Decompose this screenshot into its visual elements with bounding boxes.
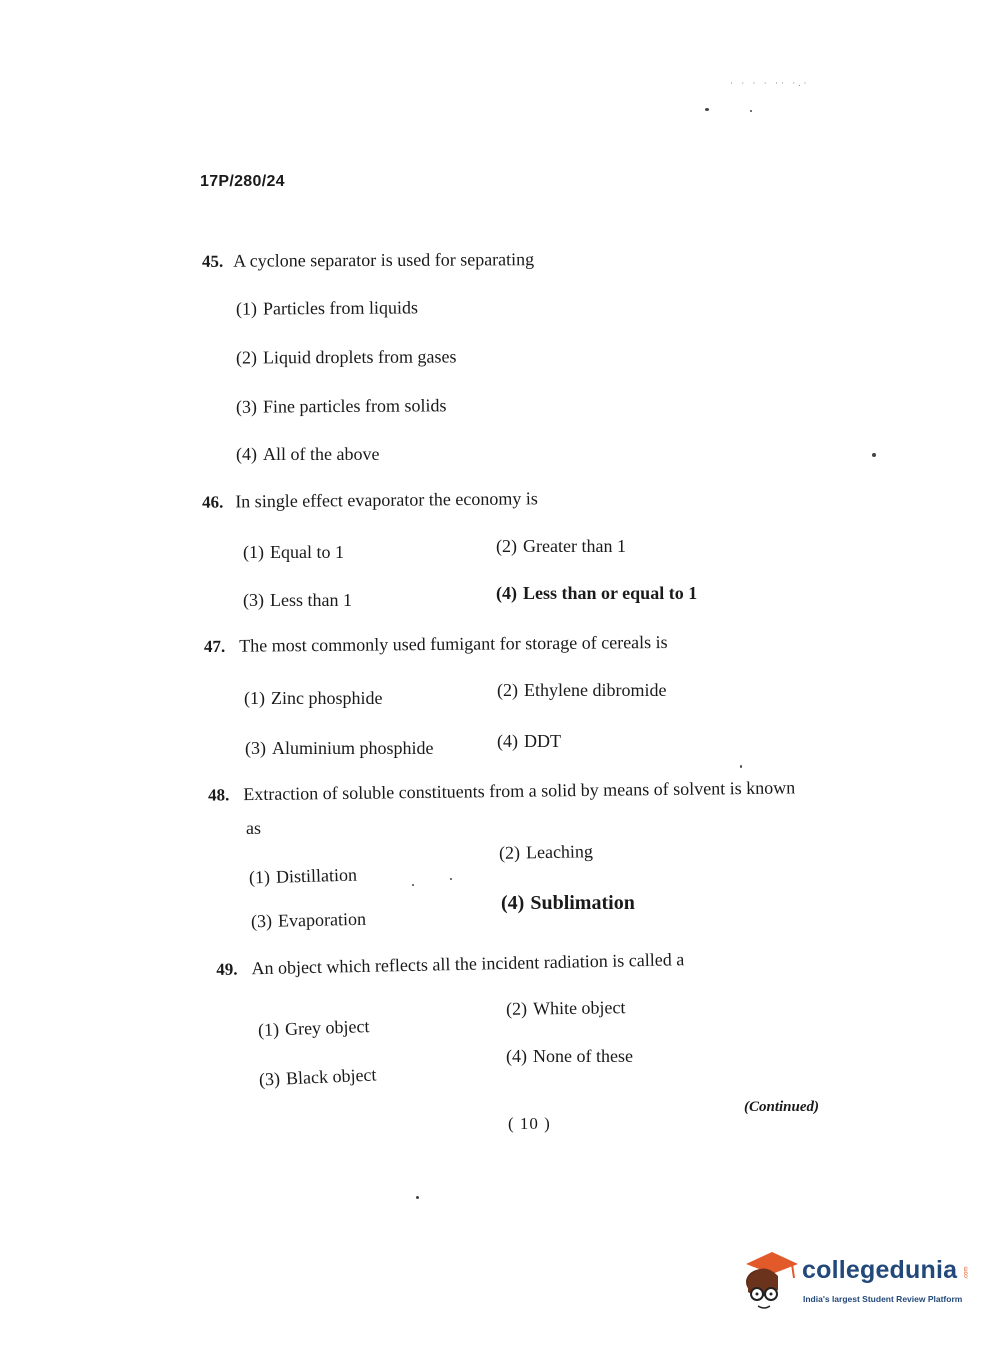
question-45 xyxy=(202,249,534,272)
option-text: Particles from liquids xyxy=(262,297,419,319)
scan-speck xyxy=(740,765,742,768)
option-number: (3) xyxy=(243,590,264,610)
option xyxy=(236,444,379,465)
option xyxy=(497,680,666,701)
continued-label: (Continued) xyxy=(744,1099,820,1115)
collegedunia-watermark xyxy=(742,1250,972,1316)
option xyxy=(236,297,418,319)
scan-noise: · · · · ·· ·.· xyxy=(730,78,810,88)
option xyxy=(243,542,344,563)
option xyxy=(258,1016,370,1041)
option-text: Grey object xyxy=(284,1016,370,1039)
brand-name: collegedunia xyxy=(802,1256,958,1284)
question-number: 45. xyxy=(201,251,224,271)
option-text: Ethylene dibromide xyxy=(524,680,667,700)
option-text: Black object xyxy=(285,1064,377,1089)
option-text: Aluminium phosphide xyxy=(272,738,434,758)
option xyxy=(236,346,457,368)
option xyxy=(245,738,434,759)
option-text: Distillation xyxy=(275,864,358,887)
brand-tagline: India's largest Student Review Platform xyxy=(803,1294,963,1304)
question-49 xyxy=(216,949,684,980)
question-46 xyxy=(202,488,538,513)
question-text: Extraction of soluble constituents from a solid by means of solvent is known xyxy=(243,777,796,805)
question-text: An object which reflects all the incident radiation is called a xyxy=(251,949,685,979)
option-number: (4) xyxy=(236,444,257,464)
option xyxy=(497,731,561,752)
option xyxy=(506,997,626,1020)
scan-speck xyxy=(450,878,452,880)
question-text: A cyclone separator is used for separating xyxy=(233,249,535,271)
option-text: White object xyxy=(532,997,626,1019)
option xyxy=(496,536,626,557)
option xyxy=(251,909,366,932)
option-number: (1) xyxy=(257,1019,280,1040)
option-text: Greater than 1 xyxy=(523,536,626,556)
option-text: Leaching xyxy=(525,841,594,863)
option-number: (3) xyxy=(245,738,266,758)
option-number: (2) xyxy=(498,842,521,863)
option-text: Equal to 1 xyxy=(270,542,344,562)
option-number: (4) xyxy=(501,892,525,914)
option-number: (3) xyxy=(235,396,258,417)
option-text: None of these xyxy=(533,1046,633,1066)
option xyxy=(506,1046,633,1067)
option-number: (4) xyxy=(497,731,518,751)
question-number: 49. xyxy=(216,959,238,979)
question-text: The most commonly used fumigant for storage of cereals is xyxy=(239,631,668,656)
question-48 xyxy=(208,777,795,805)
option-text: Less than 1 xyxy=(270,590,352,610)
scan-speck xyxy=(412,884,414,886)
option xyxy=(249,865,358,889)
brand-suffix: .com xyxy=(963,1266,970,1280)
paper-code: 17P/280/24 xyxy=(200,173,285,190)
option-text: Liquid droplets from gases xyxy=(262,346,457,368)
scan-speck xyxy=(872,453,876,457)
option xyxy=(244,688,382,709)
option-number: (1) xyxy=(248,866,271,888)
option-number: (4) xyxy=(506,1046,527,1066)
question-number: 46. xyxy=(201,492,224,512)
option-number: (3) xyxy=(250,910,273,932)
option xyxy=(236,395,447,417)
question-number: 48. xyxy=(207,785,230,805)
mascot-icon xyxy=(742,1250,800,1316)
option-number: (4) xyxy=(496,583,517,603)
option-number: (2) xyxy=(496,536,517,556)
option-number: (1) xyxy=(244,688,265,708)
page-number: ( 10 ) xyxy=(508,1114,551,1133)
question-number: 47. xyxy=(203,636,226,657)
option-text: Sublimation xyxy=(530,892,635,914)
option-text: Evaporation xyxy=(277,908,367,931)
option-number: (1) xyxy=(243,542,264,562)
scan-speck xyxy=(416,1196,419,1199)
option-text: Zinc phosphide xyxy=(271,688,383,708)
scan-speck xyxy=(750,110,752,112)
option xyxy=(496,583,697,604)
option-number: (2) xyxy=(505,998,528,1019)
scan-speck xyxy=(705,108,709,111)
option xyxy=(259,1064,377,1090)
option-number: (1) xyxy=(235,298,258,319)
option xyxy=(499,841,593,864)
option-text: All of the above xyxy=(263,444,380,464)
option xyxy=(243,590,352,611)
option-text: DDT xyxy=(524,731,561,751)
option-text: Fine particles from solids xyxy=(262,395,447,417)
question-text: In single effect evaporator the economy is xyxy=(235,488,538,512)
question-47 xyxy=(204,632,668,657)
option-number: (2) xyxy=(235,347,258,368)
question-text-continued: as xyxy=(246,818,261,838)
option-text: Less than or equal to 1 xyxy=(523,583,698,603)
option-number: (3) xyxy=(258,1068,281,1090)
option-number: (2) xyxy=(497,680,518,700)
option xyxy=(501,892,635,915)
